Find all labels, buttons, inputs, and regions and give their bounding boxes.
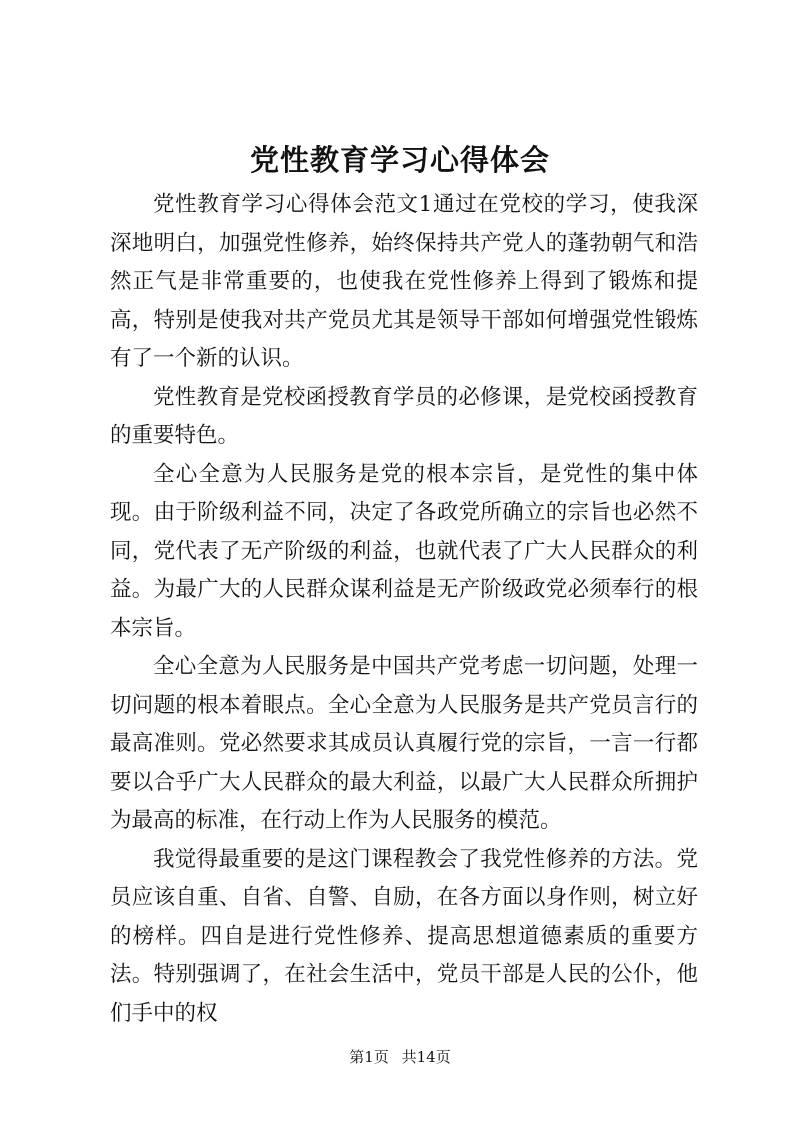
page-footer bbox=[0, 1047, 800, 1067]
paragraph-3: 全心全意为人民服务是党的根本宗旨，是党性的集中体现。由于阶级利益不同，决定了各政党所确立的宗旨也必然不同，党代表了无产阶级的利益，也就代表了广大人民群众的利益。为最广大的人民群众谋利益是无产阶级政党必须奉行的根本宗旨。 bbox=[110, 461, 698, 641]
paragraph-1: 党性教育学习心得体会范文1通过在党校的学习，使我深深地明白，加强党性修养，始终保持共产党人的蓬勃朝气和浩然正气是非常重要的，也使我在党性修养上得到了锻炼和提高，特别是使我对共产党员尤其是领导干部如何增强党性锻炼有了一个新的认识。 bbox=[110, 192, 698, 371]
page-total: 共14页 bbox=[401, 1048, 451, 1066]
page-number: 第1页 bbox=[349, 1048, 389, 1066]
paragraph-5: 我觉得最重要的是这门课程教会了我党性修养的方法。党员应该自重、自省、自警、自励，在各方面以身作则，树立好的榜样。四自是进行党性修养、提高思想道德素质的重要方法。特别强调了，在社会生活中，党员干部是人民的公仆，他们手中的权 bbox=[110, 846, 698, 1026]
paragraph-4: 全心全意为人民服务是中国共产党考虑一切问题，处理一切问题的根本着眼点。全心全意为人民服务是共产党员言行的最高准则。党必然要求其成员认真履行党的宗旨，一言一行都要以合乎广大人民群众的最大利益，以最广大人民群众所拥护为最高的标准，在行动上作为人民服务的模范。 bbox=[110, 654, 698, 833]
document-body bbox=[110, 186, 698, 1033]
paragraph-2: 党性教育是党校函授教育学员的必修课，是党校函授教育的重要特色。 bbox=[110, 384, 698, 448]
document-title: 党性教育学习心得体会 bbox=[249, 143, 550, 177]
